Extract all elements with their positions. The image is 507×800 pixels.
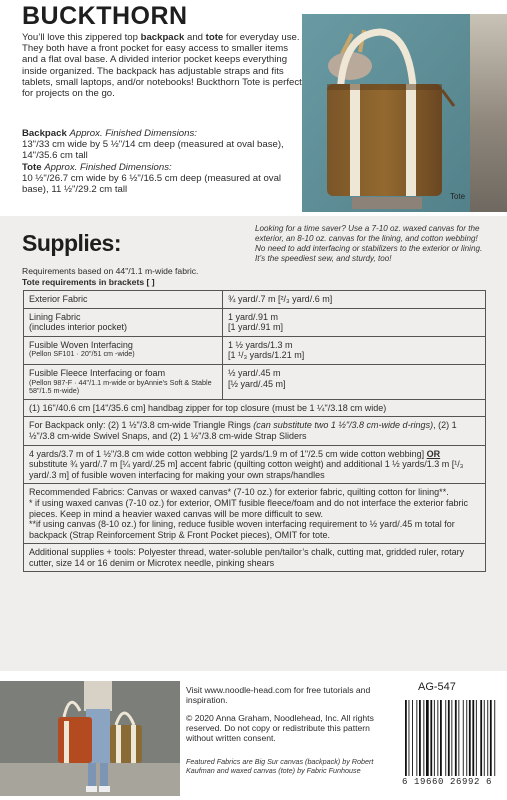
barcode-icon [403,700,501,778]
table-row-additional: Additional supplies + tools: Polyester thread, water-soluble pen/tailor’s chalk, cutting mat, gridded ruler, rotary cutter, size 14 or 16 denim or Microtex needle, pinking shears [29,547,465,568]
intro-paragraph: You’ll love this zippered top backpack and tote for everyday use. They both have a front pocket for easy access to smaller items and a flat oval base. A divided interior pocket keeps everything inside organized. The backpack has adjustable straps and fits tablets, small laptops, and/or notebooks! Buckthorn Tote is perfect for projects on the go. [22,32,302,100]
supply-quantity: 1 yard/.91 m [1 yard/.91 m] [228,311,284,333]
table-row [24,337,485,365]
pattern-title: BUCKTHORN [22,2,188,30]
finished-dimensions: Backpack Approx. Finished Dimensions: 13"/33 cm wide by 5 ½"/14 cm deep (measured at oval base), 14"/35.6 cm tall Tote Approx. Finished Dimensions: 10 ½"/26.7 cm wide by 6 ½"/16.5 cm deep (measured at oval base), 11 ½"/29.2 cm tall [22,128,302,195]
copyright-notice: © 2020 Anna Graham, Noodlehead, Inc. All rights reserved. Do not copy or redistribute this pattern without written consent. [186,713,374,744]
table-row [24,365,485,400]
photo-caption: Tote [450,192,466,201]
supply-name: Fusible Woven Interfacing (Pellon SF101 · 20"/51 cm -wide) [24,337,223,364]
supply-quantity: ¾ yard/.7 m [²/₃ yard/.6 m] [228,294,333,304]
website-note: Visit www.noodle-head.com for free tutorials and inspiration. [186,685,371,706]
supply-name: Exterior Fabric [24,291,223,308]
models-photo [0,681,180,796]
supplies-table [23,290,486,572]
supply-quantity: ½ yard/.45 m [½ yard/.45 m] [228,367,286,389]
table-row [24,291,485,309]
table-row-backpack-hardware: For Backpack only: (2) 1 ½"/3.8 cm-wide Triangle Rings (can substitute two 1 ½"/3.8 cm-wide d-rings), (2) 1 ½"/3.8 cm-wide Swivel Snaps, and (2) 1 ½"/3.8 cm-wide Strap Sliders [24,417,485,445]
table-row [24,309,485,337]
table-row-webbing: 4 yards/3.7 m of 1 ½"/3.8 cm wide cotton webbing [2 yards/1.9 m of 1"/2.5 cm wide cotton webbing] OR substitute ¾ yard/.7 m [¼ yard/.25 m] accent fabric (quilting cotton weight) and additional 1 ½ yards/1.3 m [¹/₃ yard/.3 m] of fusible woven interfacing for making your own straps/handles [24,446,485,485]
backpack-dimensions: 13"/33 cm wide by 5 ½"/14 cm deep (measured at oval base), 14"/35.6 cm tall [22,139,284,162]
supply-name: Lining Fabric (includes interior pocket) [24,309,223,336]
featured-fabrics-note: Featured Fabrics are Big Sur canvas (backpack) by Robert Kaufman and waxed canvas (tote) by Fabric Funhouse [186,757,374,775]
product-code: AG-547 [418,681,456,693]
barcode-number: 6 19660 26992 6 [402,777,493,787]
table-row-zipper: (1) 16"/40.6 cm [14"/35.6 cm] handbag zipper for top closure (must be 1 ¼"/3.18 cm wide) [24,400,485,418]
tote-photo [302,14,470,212]
tote-dimensions: 10 ½"/26.7 cm wide by 6 ½"/16.5 cm deep (measured at oval base), 11 ½"/29.2 cm tall [22,172,282,196]
supply-name: Fusible Fleece Interfacing or foam (Pellon 987-F · 44"/1.1 m-wide or byAnnie’s Soft & Stable 58"/1.5 m-wide) [24,365,223,399]
tote-bag-illustration [302,14,470,212]
supply-quantity: 1 ½ yards/1.3 m [1 ¹/₃ yards/1.21 m] [228,339,305,361]
supplies-title: Supplies: [22,230,122,256]
person-with-bags-illustration [0,681,180,796]
requirements-note: Requirements based on 44"/1.1 m-wide fabric. Tote requirements in brackets [ ] [22,266,199,287]
time-saver-tip: Looking for a time saver? Use a 7-10 oz. waxed canvas for the exterior, an 8-10 oz. canvas for the lining, and cotton webbing! No need to add interfacing or stabilizers to the exterior or lining. It’s the speediest sew, and sturdy, too! [255,224,483,263]
photo-background-strip [470,14,507,212]
table-row-recommended-fabrics: Recommended Fabrics: Canvas or waxed canvas* (7-10 oz.) for exterior fabric, quilting cotton for lining**. * if using waxed canvas (7-10 oz.) for exterior, OMIT fusible fleece/foam and do not interface the exterior fabric pieces. Keep in mind a heavier waxed canvas will be more difficult to sew. **if using canvas (8-10 oz.) for lining, reduce fusible woven interfacing requirement to ½ yard/.45 m total for backpack (Strap Reinforcement Strip & Front Pocket pieces), OMIT for tote. [24,484,485,544]
